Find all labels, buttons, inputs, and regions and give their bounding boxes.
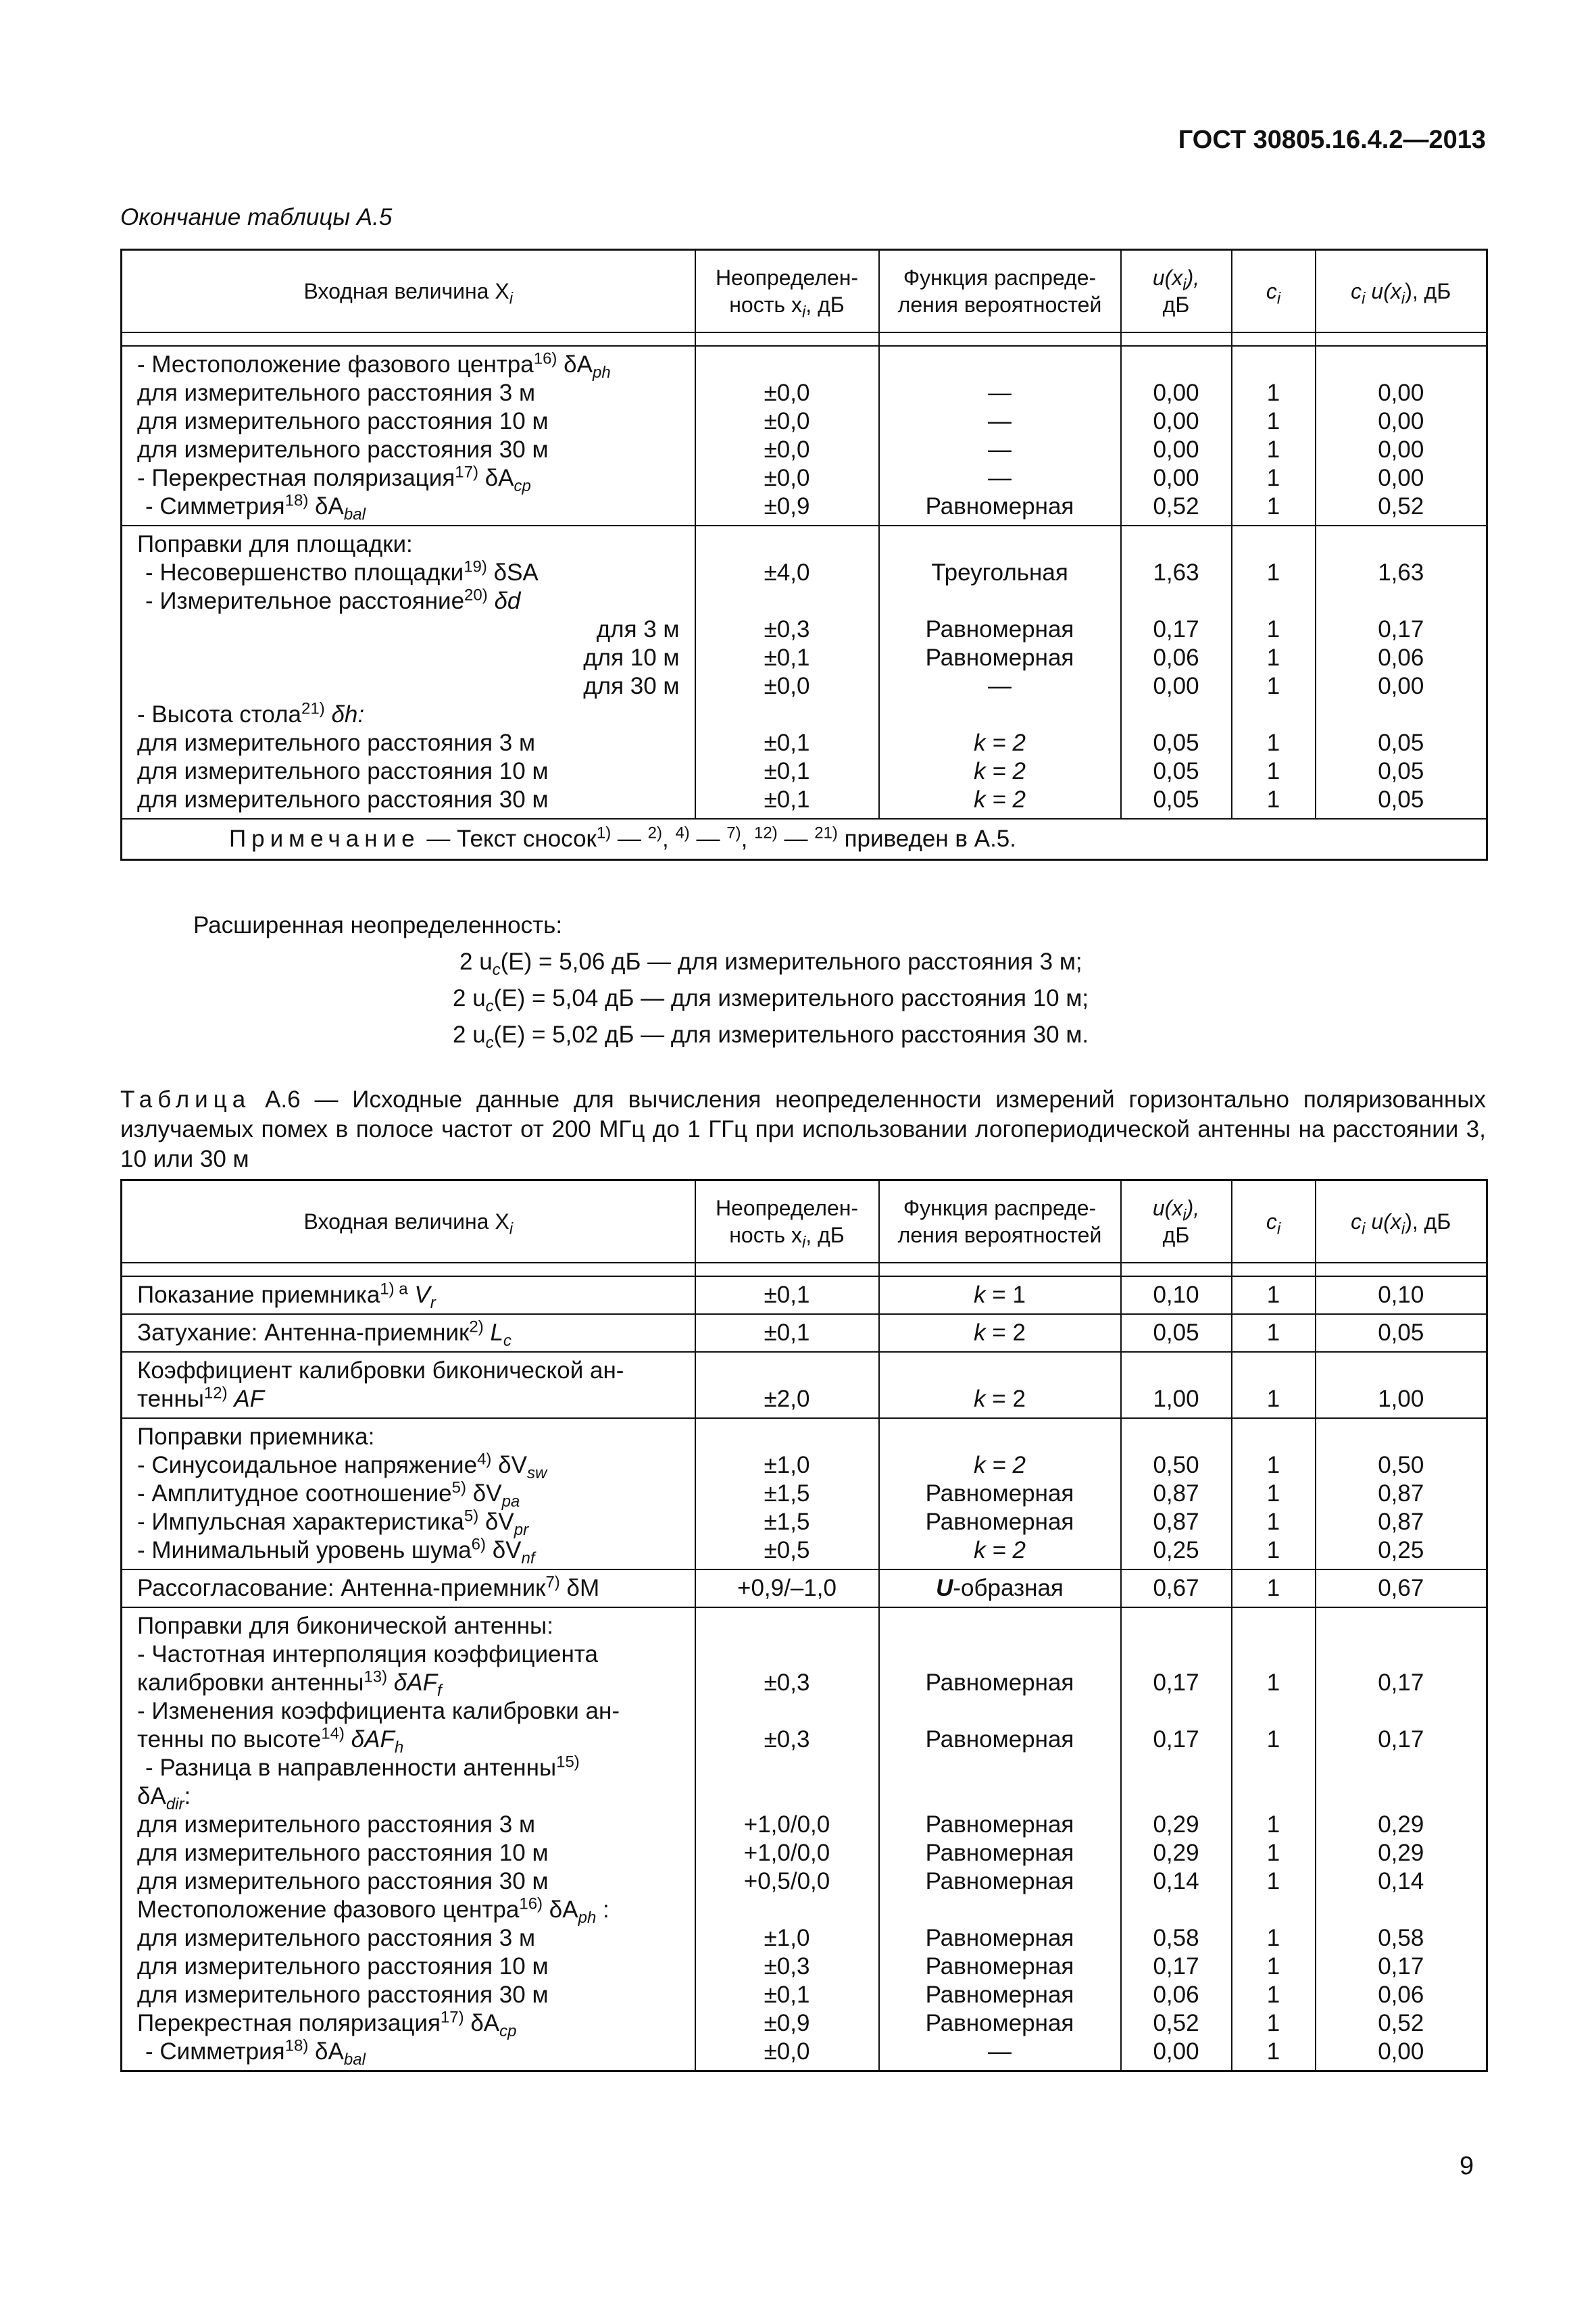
expanded-line-3m: 2 $u_c(E) = 5,06$ дБ — для измерительного расстояния 3 м; <box>459 949 1082 979</box>
table-note-row: Примечание — Текст сносок$^{1)}$ — $^{2)}$, $^{4)}$ — $^{7)}$, $^{12)}$ — $^{21)}$ приведен в А.5. <box>122 819 1487 860</box>
table-header-row <box>122 250 1487 333</box>
table-row: Поправки для биконической антенны: - Частотная интерполяция коэффициента калибровки антенны$^{13)}$ δAF$_f$ - Изменения коэффициента калибровки ан- тенны по высоте$^{14)}$ δAF$_h$ - Разница в направленности антенны$^{15)}$ $\delta A_{dir}$: для измерительного расстояния 3 м для измерительного расстояния 10 м для измерительного расстояния 30 м Местоположение фазового центра$^{16)}$ $\delta A_{ph}$ : для измерительного расстояния 3 м для измерительного расстояния 10 м для измерительного расстояния 30 м Перекрестная поляризация$^{17)}$ $\delta A_{cp}$ - Симметрия$^{18)}$ $\delta A_{bal}$ ±0,3 ±0,3 +1,0/0,0 +1,0/0,0 +0,5/0,0 ±1,0 ±0,3 ±0,1 ±0,9 ±0,0 Равномерная Равномерная Равномерная Равномерная Равномерная Равномерная Равномерная Равномерная Равномерная — 0,17 0,17 0,29 0,29 0,14 0,58 0,17 0,06 0,52 0,00 1 1 1 1 1 1 1 1 1 1 0,17 0,17 0,29 0,29 0,14 0,58 0,17 0,06 0,52 0,00 <box>122 1607 1487 2071</box>
expanded-line-30m: 2 $u_c(E) = 5,02$ дБ — для измерительного расстояния 30 м. <box>453 1022 1089 1052</box>
table-row: - Местоположение фазового центра$^{16)}$ $\delta A_{ph}$ для измерительного расстояния 3 м для измерительного расстояния 10 м для измерительного расстояния 30 м - Перекрестная поляризация$^{17)}$ $\delta A_{cp}$ - Симметрия$^{18)}$ $\delta A_{bal}$ ±0,0 ±0,0 ±0,0 ±0,0 ±0,9 — — — — Равномерная 0,00 0,00 0,00 0,00 0,52 1 1 1 1 1 0,00 0,00 0,00 0,00 0,52 <box>122 346 1487 526</box>
expanded-uncertainty-title: Расширенная неопределенность: <box>193 912 563 938</box>
expanded-line-10m: 2 $u_c(E) = 5,04$ дБ — для измерительного расстояния 10 м; <box>453 985 1089 1015</box>
table-row: Коэффициент калибровки биконической ан- тенны$^{12)}$ AF ±2,0 k = 2 1,00 1 1,00 <box>122 1352 1487 1418</box>
col-distribution-header: Функция распреде- ления вероятностей <box>879 250 1121 333</box>
col-u-header: $u(x_i)$, дБ <box>1121 1180 1232 1263</box>
page-number: 9 <box>1460 2152 1474 2180</box>
col-uncertainty-header: Неопределен- ность $x_i$, дБ <box>695 1180 879 1263</box>
col-distribution-header: Функция распреде- ления вероятностей <box>879 1180 1121 1263</box>
col-u-header: $u(x_i)$, дБ <box>1121 250 1232 333</box>
table-a6 <box>120 1179 1488 2072</box>
document-header: ГОСТ 30805.16.4.2—2013 <box>1178 126 1486 154</box>
col-uncertainty-header: Неопределен- ность $x_i$, дБ <box>695 250 879 333</box>
col-c-header: $c_i$ <box>1232 1180 1316 1263</box>
col-c-header: $c_i$ <box>1232 250 1316 333</box>
col-cu-header: $c_i$ $u(x_i)$, дБ <box>1316 1180 1487 1263</box>
table-a6-caption: Таблица А.6 — Исходные данные для вычисления неопределенности измерений горизонтально поляризованных излучаемых помех в полосе частот от 200 МГц до 1 ГГц при использовании логопериодической антенны на расстоянии 3, 10 или 30 м <box>120 1086 1486 1172</box>
table-row: Показание приемника$^{1) а}$ $V_r$ ±0,1 k = 1 0,10 1 0,10 <box>122 1276 1487 1314</box>
table-a5-caption: Окончание таблицы А.5 <box>120 204 393 230</box>
table-row: Рассогласование: Антенна-приемник$^{7)}$ δM +0,9/–1,0 U-образная 0,67 1 0,67 <box>122 1569 1487 1607</box>
table-a5 <box>120 249 1488 861</box>
table-row: Затухание: Антенна-приемник$^{2)}$ $L_c$ ±0,1 k = 2 0,05 1 0,05 <box>122 1314 1487 1352</box>
table-header-row <box>122 1180 1487 1263</box>
col-input-header: Входная величина $X_i$ <box>122 250 695 333</box>
table-row: Поправки для площадки: - Несовершенство площадки$^{19)}$ δSA - Измерительное расстояние$^{20)}$ δd для 3 м для 10 м для 30 м - Высота стола$^{21)}$ δh: для измерительного расстояния 3 м для измерительного расстояния 10 м для измерительного расстояния 30 м ±4,0 ±0,3 ±0,1 ±0,0 ±0,1 ±0,1 ±0,1 Треугольная Равномерная Равномерная — k = 2 k = 2 k = 2 1,63 0,17 0,06 0,00 0,05 0,05 0,05 1 1 1 1 1 1 1 1,63 0,17 0,06 0,00 0,05 0,05 0,05 <box>122 526 1487 819</box>
col-cu-header: $c_i$ $u(x_i)$, дБ <box>1316 250 1487 333</box>
col-input-header: Входная величина $X_i$ <box>122 1180 695 1263</box>
table-row: Поправки приемника: - Синусоидальное напряжение$^{4)}$ $\delta V_{sw}$ - Амплитудное соотношение$^{5)}$ $\delta V_{pa}$ - Импульсная характеристика$^{5)}$ $\delta V_{pr}$ - Минимальный уровень шума$^{6)}$ $\delta V_{nf}$ ±1,0 ±1,5 ±1,5 ±0,5 k = 2 Равномерная Равномерная k = 2 0,50 0,87 0,87 0,25 1 1 1 1 0,50 0,87 0,87 0,25 <box>122 1418 1487 1569</box>
